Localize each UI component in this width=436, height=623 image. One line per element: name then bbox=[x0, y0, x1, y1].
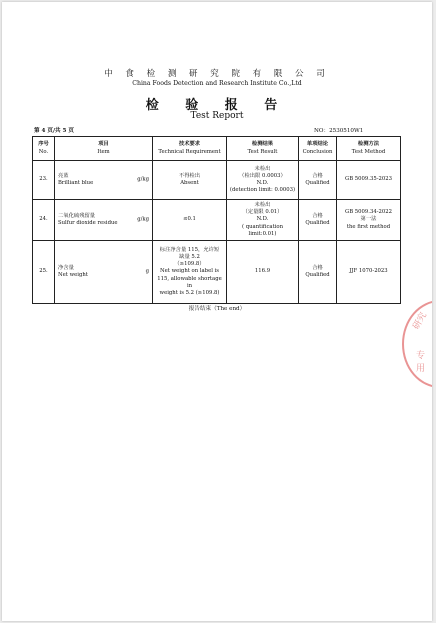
seal-text: 研究 bbox=[411, 310, 430, 332]
seal-text: 专用 bbox=[416, 351, 426, 374]
row-result: 未检出 （检出限 0.0003） N.D. (detection limit: 0.0003) bbox=[227, 161, 299, 200]
row-unit: g bbox=[145, 268, 149, 275]
table-header-row bbox=[33, 137, 401, 161]
column-header-item: 项目 Item bbox=[55, 137, 153, 161]
row-result: 116.9 bbox=[227, 241, 299, 304]
report-number: NO：2530510W1 bbox=[314, 128, 364, 134]
row-conclusion: 合格 Qualified bbox=[299, 200, 337, 241]
table-row bbox=[33, 200, 401, 241]
report-title-en: Test Report bbox=[190, 111, 244, 121]
results-table bbox=[32, 136, 401, 304]
report-page bbox=[2, 2, 432, 621]
row-item: 二氧化硫残留量 Sulfur dioxide residue g/kg bbox=[55, 200, 153, 241]
row-conclusion: 合格 Qualified bbox=[299, 241, 337, 304]
organization-name-cn: 中 食 检 测 研 究 院 有 限 公 司 bbox=[104, 69, 330, 79]
table-row bbox=[33, 161, 401, 200]
row-requirement: ≤0.1 bbox=[153, 200, 227, 241]
row-requirement: 不得检出 Absent bbox=[153, 161, 227, 200]
page-number: 第 4 页/共 5 页 bbox=[34, 128, 74, 134]
row-item: 净含量 Net weight g bbox=[55, 241, 153, 304]
column-header-result: 检测结果 Test Result bbox=[227, 137, 299, 161]
row-method: GB 5009.34-2022 第一法 the first method bbox=[337, 200, 401, 241]
column-header-conclusion: 单项结论 Conclusion bbox=[299, 137, 337, 161]
row-no: 24. bbox=[33, 200, 55, 241]
row-unit: g/kg bbox=[137, 176, 149, 183]
column-header-requirement: 技术要求 Technical Requirement bbox=[153, 137, 227, 161]
row-no: 25. bbox=[33, 241, 55, 304]
report-end-note: 报告结束（The end） bbox=[188, 306, 246, 312]
row-no: 23. bbox=[33, 161, 55, 200]
organization-name-en: China Foods Detection and Research Institute Co.,Ltd bbox=[132, 80, 302, 87]
row-unit: g/kg bbox=[137, 216, 149, 223]
row-requirement: 标注净含量 115，允许短 缺量 5.2 （≥109.8） Net weight on label is 115, allowable shortage in weight is 5.2 (≥109.8) bbox=[153, 241, 227, 304]
row-method: GB 5009.35-2023 bbox=[337, 161, 401, 200]
report-title-cn: 检 验 报 告 bbox=[145, 98, 289, 113]
column-header-method: 检测方法 Test Method bbox=[337, 137, 401, 161]
row-result: 未检出 （定量限 0.01） N.D. ( quantification limit:0.01) bbox=[227, 200, 299, 241]
table-row bbox=[33, 241, 401, 304]
row-method: JJF 1070-2023 bbox=[337, 241, 401, 304]
row-item: 亮蓝 Brilliant blue g/kg bbox=[55, 161, 153, 200]
row-conclusion: 合格 Qualified bbox=[299, 161, 337, 200]
column-header-no: 序号 No. bbox=[33, 137, 55, 161]
